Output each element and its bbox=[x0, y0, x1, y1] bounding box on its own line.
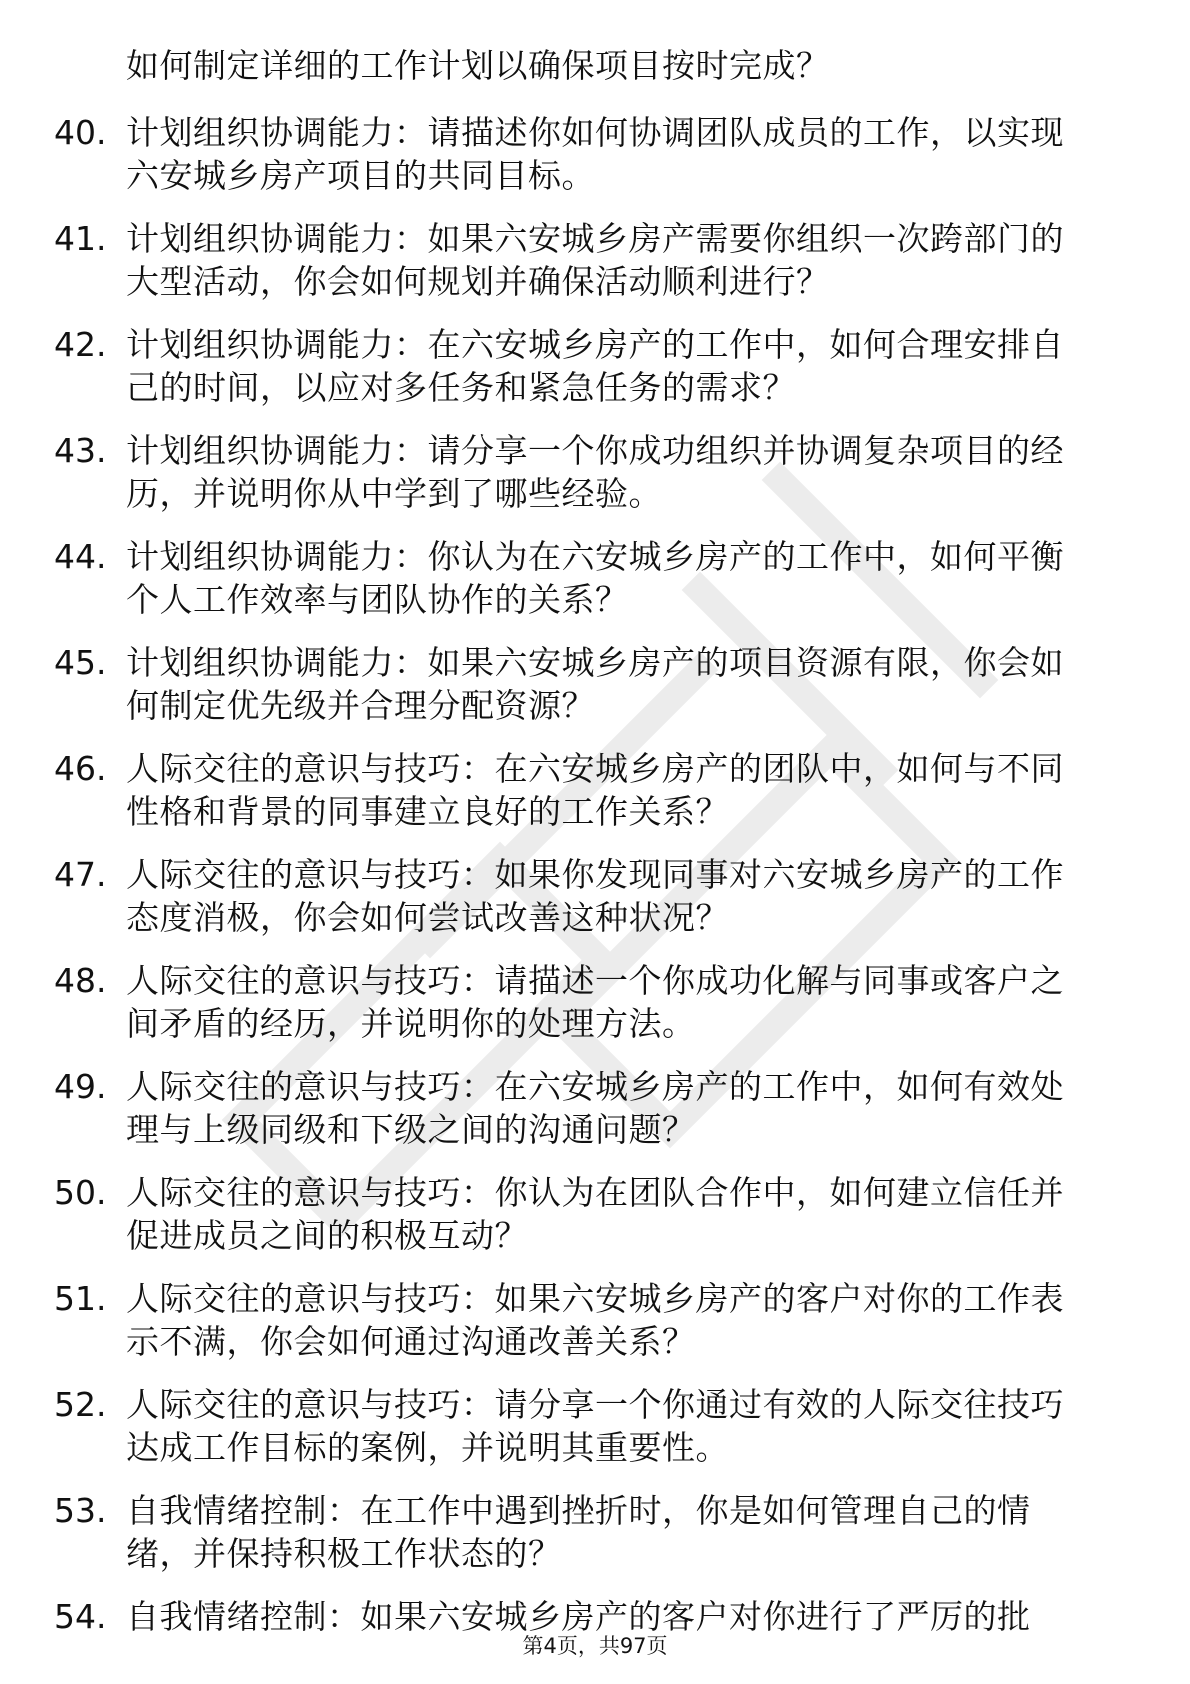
question-text-line: 人际交往的意识与技巧：在六安城乡房产的工作中，如何有效处 bbox=[126, 1067, 1064, 1106]
question-number: 40. bbox=[54, 113, 107, 152]
question-text bbox=[126, 1489, 1126, 1575]
question-text-line: 个人工作效率与团队协作的关系？ bbox=[126, 580, 629, 619]
question-text-line: 自我情绪控制：在工作中遇到挫折时，你是如何管理自己的情 bbox=[126, 1491, 1031, 1530]
question-text-line: 示不满，你会如何通过沟通改善关系？ bbox=[126, 1322, 696, 1361]
question-text-line: 绪，并保持积极工作状态的？ bbox=[126, 1534, 562, 1573]
question-text bbox=[126, 1383, 1126, 1469]
question-number: 53. bbox=[54, 1491, 107, 1530]
question-item bbox=[0, 111, 1190, 197]
page-footer: 第4页，共97页 bbox=[522, 1634, 668, 1658]
question-text-line: 达成工作目标的案例，并说明其重要性。 bbox=[126, 1428, 729, 1467]
question-item bbox=[0, 959, 1190, 1045]
continued-question-text: 如何制定详细的工作计划以确保项目按时完成？ bbox=[126, 46, 830, 85]
question-text-line: 计划组织协调能力：在六安城乡房产的工作中，如何合理安排自 bbox=[126, 325, 1064, 364]
question-text-line: 计划组织协调能力：请分享一个你成功组织并协调复杂项目的经 bbox=[126, 431, 1064, 470]
question-text-line: 促进成员之间的积极互动？ bbox=[126, 1216, 528, 1255]
question-item bbox=[0, 853, 1190, 939]
question-text-line: 计划组织协调能力：你认为在六安城乡房产的工作中，如何平衡 bbox=[126, 537, 1064, 576]
question-text-line: 六安城乡房产项目的共同目标。 bbox=[126, 156, 595, 195]
question-item bbox=[0, 535, 1190, 621]
question-item bbox=[0, 747, 1190, 833]
question-text-line: 人际交往的意识与技巧：请分享一个你通过有效的人际交往技巧 bbox=[126, 1385, 1064, 1424]
numbered-items bbox=[0, 111, 1190, 1638]
question-text bbox=[126, 641, 1126, 727]
question-item bbox=[0, 641, 1190, 727]
question-number: 47. bbox=[54, 855, 107, 894]
question-number: 54. bbox=[54, 1597, 107, 1636]
question-text-line: 何制定优先级并合理分配资源？ bbox=[126, 686, 595, 725]
question-number: 51. bbox=[54, 1279, 107, 1318]
question-item bbox=[0, 1065, 1190, 1151]
question-text-line: 历，并说明你从中学到了哪些经验。 bbox=[126, 474, 662, 513]
question-item bbox=[0, 217, 1190, 303]
question-number: 50. bbox=[54, 1173, 107, 1212]
question-text bbox=[126, 1065, 1126, 1151]
question-number: 49. bbox=[54, 1067, 107, 1106]
question-text-line: 理与上级同级和下级之间的沟通问题？ bbox=[126, 1110, 696, 1149]
question-number: 43. bbox=[54, 431, 107, 470]
question-item bbox=[0, 1171, 1190, 1257]
question-text-line: 自我情绪控制：如果六安城乡房产的客户对你进行了严厉的批 bbox=[126, 1597, 1031, 1636]
question-item bbox=[0, 1489, 1190, 1575]
question-text-line: 性格和背景的同事建立良好的工作关系？ bbox=[126, 792, 729, 831]
question-text-line: 间矛盾的经历，并说明你的处理方法。 bbox=[126, 1004, 696, 1043]
question-number: 46. bbox=[54, 749, 107, 788]
question-text bbox=[126, 217, 1126, 303]
question-text bbox=[126, 323, 1126, 409]
question-text bbox=[126, 1171, 1126, 1257]
question-number: 45. bbox=[54, 643, 107, 682]
question-text-line: 计划组织协调能力：请描述你如何协调团队成员的工作，以实现 bbox=[126, 113, 1064, 152]
question-text bbox=[126, 1277, 1126, 1363]
question-number: 52. bbox=[54, 1385, 107, 1424]
question-item bbox=[0, 323, 1190, 409]
question-number: 48. bbox=[54, 961, 107, 1000]
question-item bbox=[0, 429, 1190, 515]
question-text-line: 计划组织协调能力：如果六安城乡房产需要你组织一次跨部门的 bbox=[126, 219, 1064, 258]
question-text-line: 计划组织协调能力：如果六安城乡房产的项目资源有限，你会如 bbox=[126, 643, 1064, 682]
question-number: 42. bbox=[54, 325, 107, 364]
question-item bbox=[0, 1277, 1190, 1363]
question-text bbox=[126, 853, 1126, 939]
question-text-line: 人际交往的意识与技巧：如果六安城乡房产的客户对你的工作表 bbox=[126, 1279, 1064, 1318]
question-text-line: 态度消极，你会如何尝试改善这种状况？ bbox=[126, 898, 729, 937]
question-text bbox=[126, 959, 1126, 1045]
question-text-line: 人际交往的意识与技巧：如果你发现同事对六安城乡房产的工作 bbox=[126, 855, 1064, 894]
question-text-line: 人际交往的意识与技巧：你认为在团队合作中，如何建立信任并 bbox=[126, 1173, 1064, 1212]
question-text-line: 己的时间，以应对多任务和紧急任务的需求？ bbox=[126, 368, 796, 407]
question-text bbox=[126, 429, 1126, 515]
question-number: 44. bbox=[54, 537, 107, 576]
question-list bbox=[0, 44, 1190, 1658]
question-text bbox=[126, 111, 1126, 197]
question-text-line: 人际交往的意识与技巧：在六安城乡房产的团队中，如何与不同 bbox=[126, 749, 1064, 788]
question-text bbox=[126, 747, 1126, 833]
question-text bbox=[126, 535, 1126, 621]
question-number: 41. bbox=[54, 219, 107, 258]
question-text-line: 大型活动，你会如何规划并确保活动顺利进行？ bbox=[126, 262, 830, 301]
question-text-line: 人际交往的意识与技巧：请描述一个你成功化解与同事或客户之 bbox=[126, 961, 1064, 1000]
question-item bbox=[0, 1383, 1190, 1469]
